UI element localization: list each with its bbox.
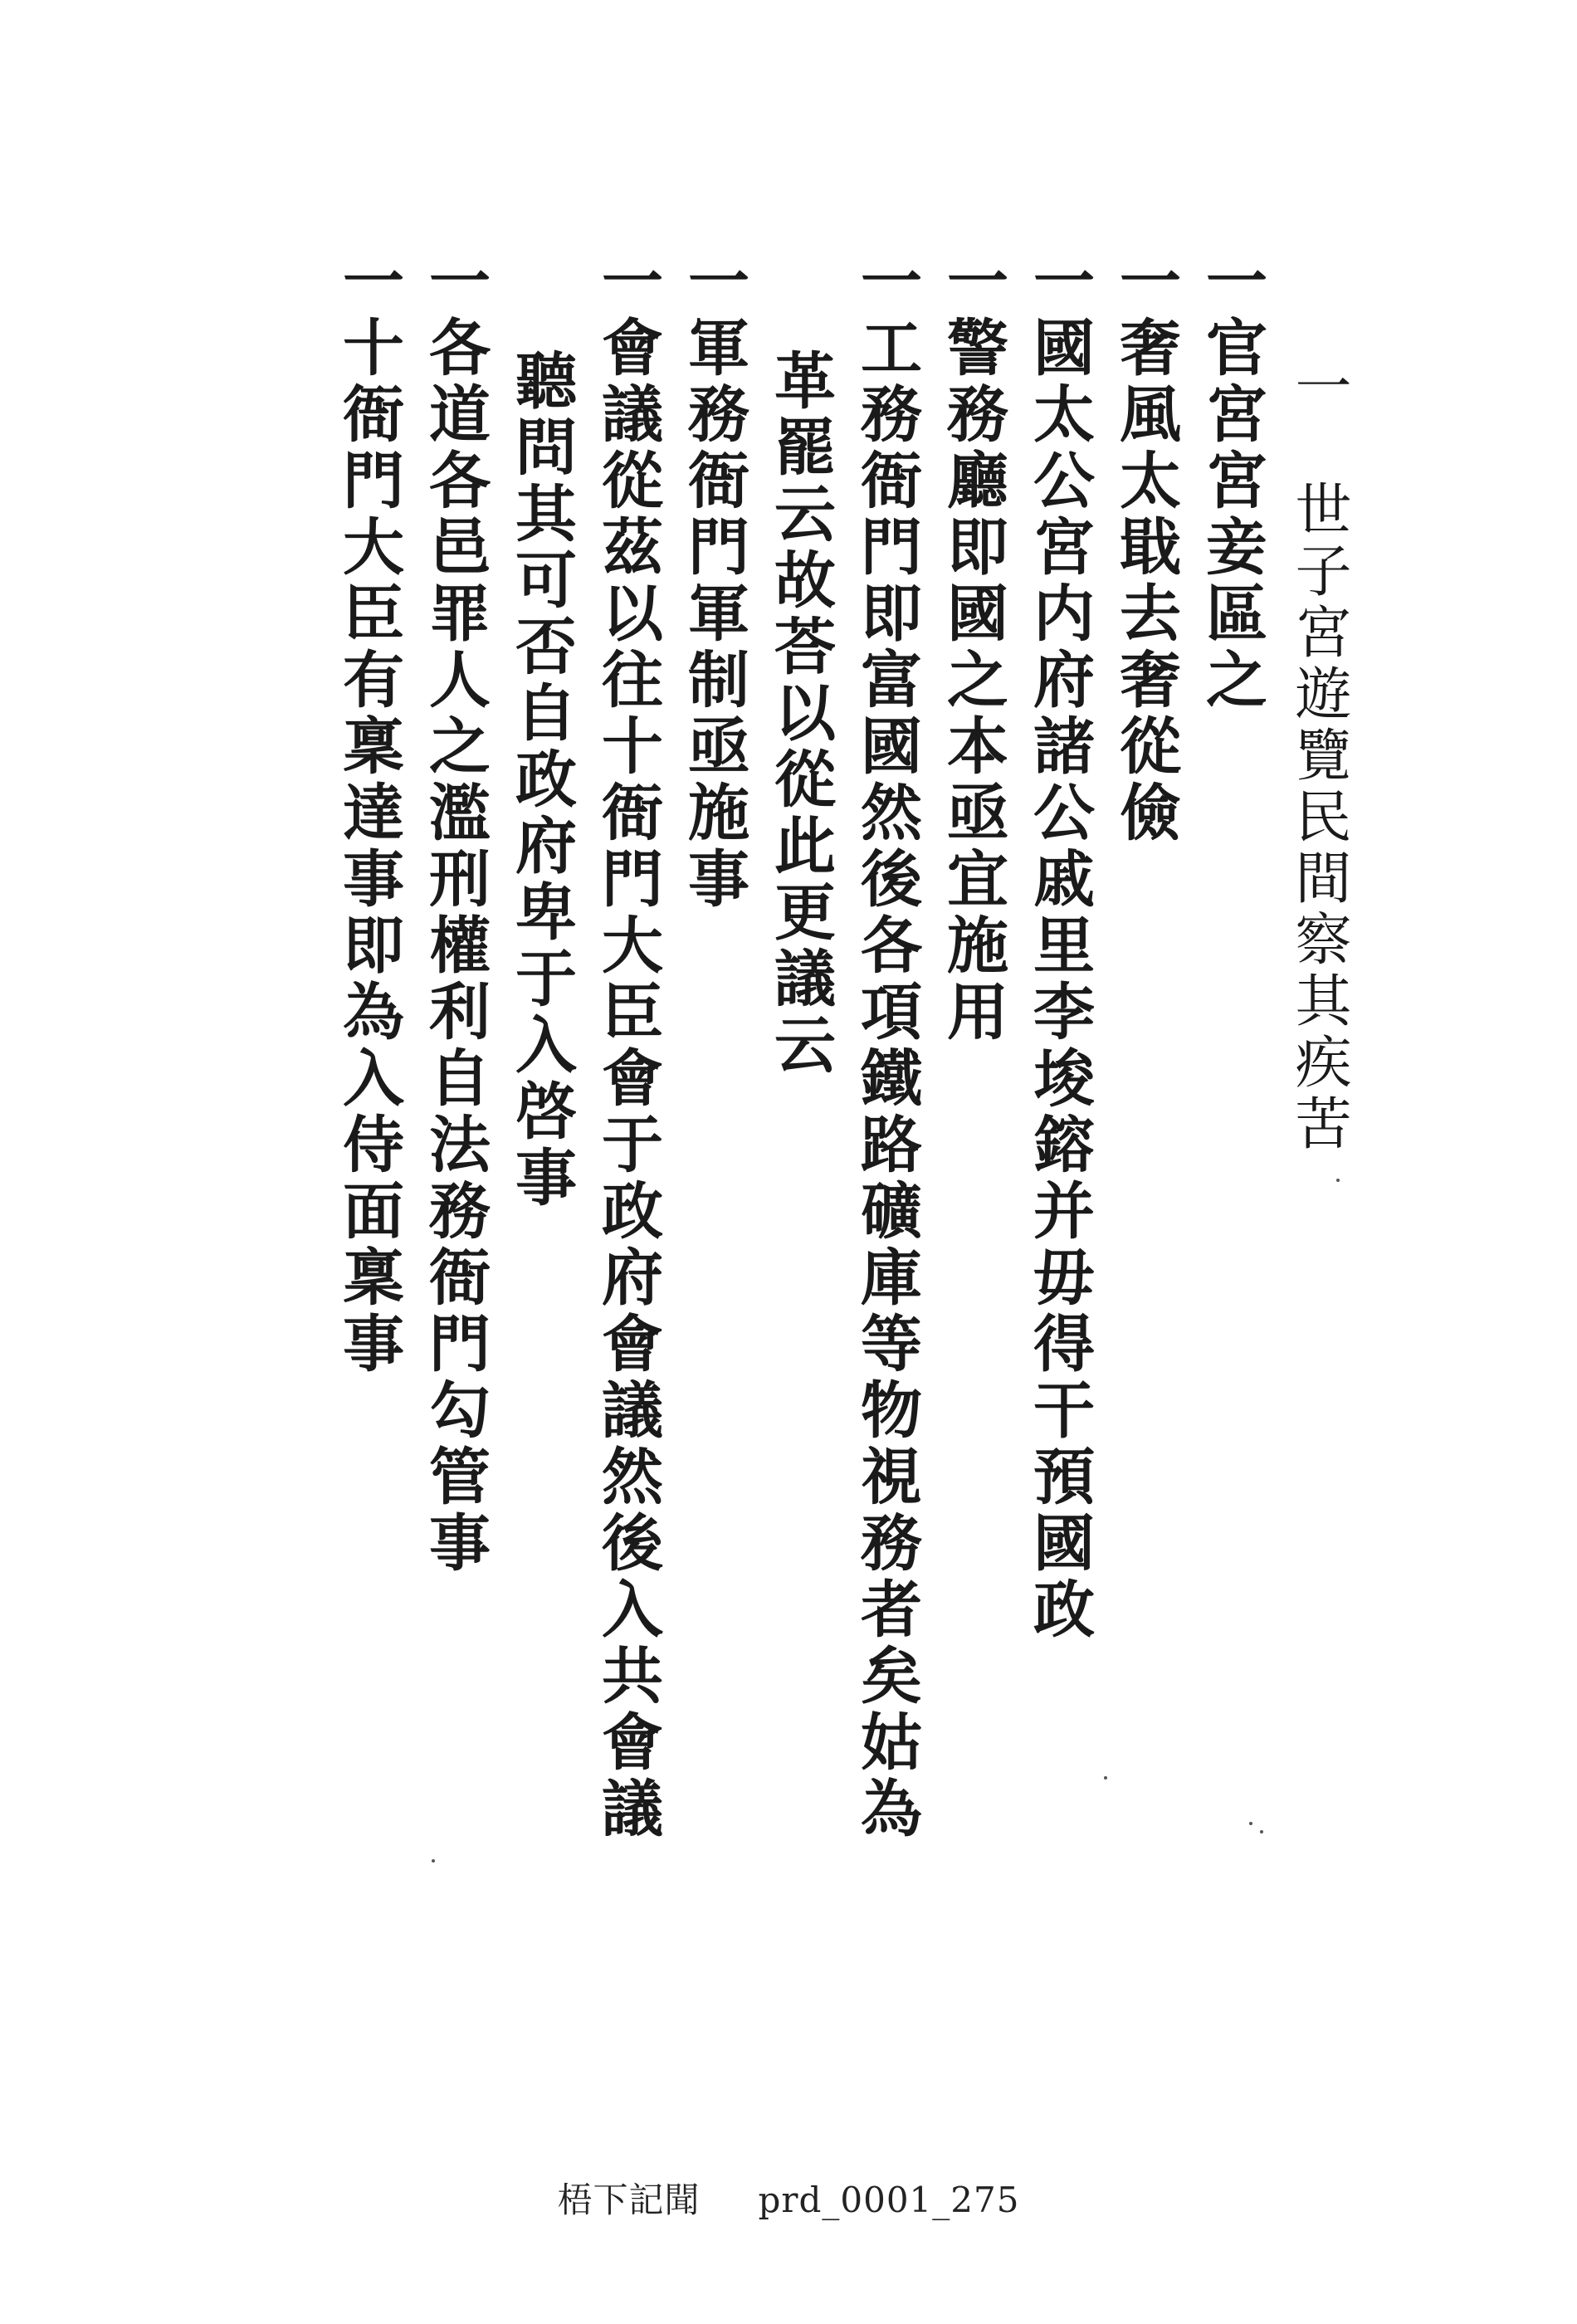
- manuscript-column-5: 一警務廳即國之本亟宜施用: [937, 249, 1008, 1046]
- page-id: prd_0001_275: [758, 2180, 1020, 2220]
- scan-speck: [432, 1859, 435, 1863]
- manuscript-column-3: 一奢風太戢去奢從儉: [1110, 249, 1181, 847]
- scan-speck: [1104, 1776, 1107, 1780]
- manuscript-text-block: [325, 249, 1361, 1950]
- manuscript-column-11: 一各道各邑罪人之濫刑權利自法務衙門勾管事: [419, 249, 491, 1577]
- manuscript-column-8: 一軍務衙門軍制亟施事: [678, 249, 749, 913]
- manuscript-column-4: 一國太公宮内府諸公戚里李埈鎔并毋得干預國政: [1023, 249, 1095, 1643]
- manuscript-column-10: 聽問其可否自政府卑于入啓事: [505, 349, 577, 1212]
- scan-speck: [1249, 1822, 1252, 1825]
- manuscript-column-7: 革罷云故荅以從此更議云: [764, 349, 836, 1079]
- page-footer: [0, 2173, 1577, 2223]
- manuscript-column-2: 一官宮宮妾區之: [1196, 249, 1267, 714]
- manuscript-column-12: 一十衙門大臣有稟達事即為入侍面稟事: [333, 249, 404, 1378]
- manuscript-column-9: 一會議從茲以往十衙門大臣會于政府會議然後入共會議: [592, 249, 663, 1843]
- scan-speck: [1260, 1830, 1263, 1833]
- book-title: 梧下記聞: [557, 2180, 701, 2220]
- scan-speck: [1336, 1179, 1340, 1182]
- manuscript-column-6: 一工務衙門即富國然後各項鐵路礦庫等物視務者矣姑為: [851, 249, 922, 1843]
- manuscript-column-1: 一 世子宮遊覽民間察其疾苦: [1286, 357, 1351, 1155]
